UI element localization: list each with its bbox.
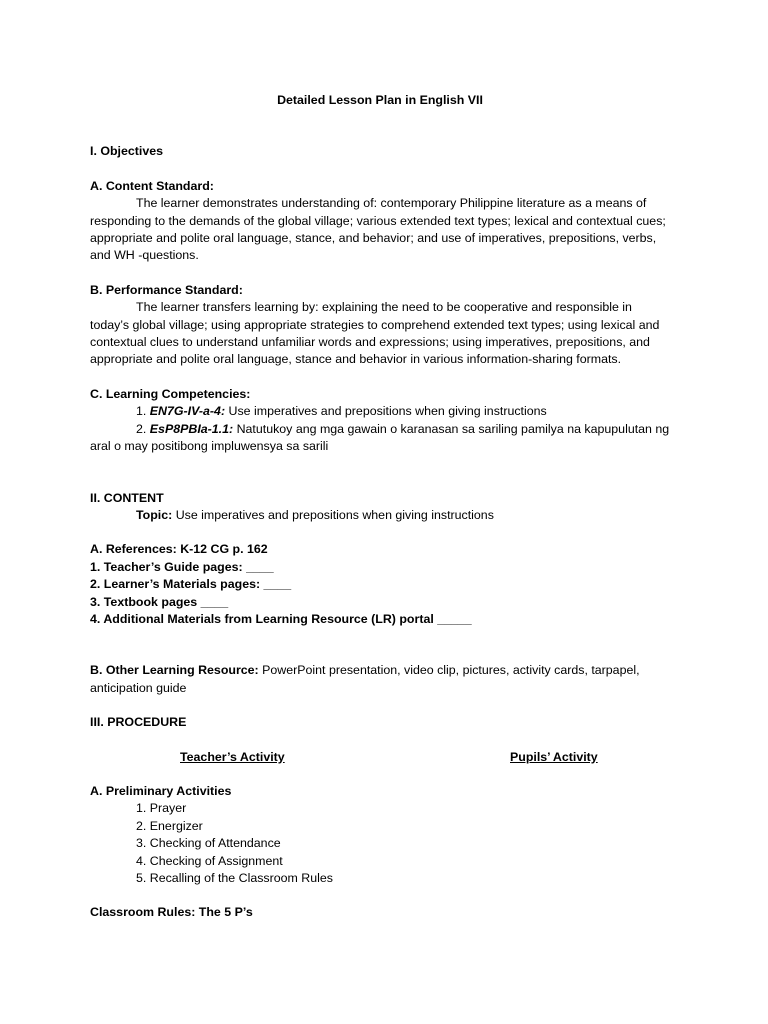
- preliminary-item: 2. Energizer: [136, 818, 203, 833]
- content-standard-text: The learner demonstrates understanding of: contemporary Philippine literature as a means of responding to the demands of the global village; various extended text types; lexical and contextual cues; appropriate and polite oral language, stance, and behavior; and use of imperatives, prepositions, verbs, and WH -questions.: [90, 196, 666, 263]
- preliminary-item: 1. Prayer: [136, 801, 187, 816]
- competency-item: [90, 421, 670, 456]
- competency-number: 1.: [136, 404, 147, 419]
- competency-text: Use imperatives and prepositions when giving instructions: [228, 404, 547, 419]
- procedure-heading: III. PROCEDURE: [90, 715, 187, 730]
- performance-standard-heading: B. Performance Standard:: [90, 282, 243, 297]
- competency-number: 2.: [136, 421, 147, 436]
- content-standard-heading: A. Content Standard:: [90, 178, 214, 193]
- other-resource-line: [90, 662, 670, 697]
- activity-columns: [90, 749, 670, 766]
- pupils-activity-heading: Pupils’ Activity: [510, 749, 598, 764]
- reference-item: 3. Textbook pages ____: [90, 594, 229, 609]
- learning-competencies-heading: C. Learning Competencies:: [90, 386, 251, 401]
- competency-code: EsP8PBIa-1.1:: [149, 421, 234, 436]
- other-resource-label: B. Other Learning Resource:: [90, 663, 259, 678]
- competency-item: [90, 403, 670, 420]
- preliminary-item: 3. Checking of Attendance: [136, 836, 281, 851]
- content-heading: II. CONTENT: [90, 490, 164, 505]
- document-page: [90, 92, 670, 922]
- objectives-heading: I. Objectives: [90, 144, 164, 159]
- topic-label: Topic:: [136, 507, 173, 522]
- preliminary-item: 5. Recalling of the Classroom Rules: [136, 871, 333, 885]
- document-title: Detailed Lesson Plan in English VII: [277, 93, 483, 107]
- preliminary-item: 4. Checking of Assignment: [136, 853, 283, 868]
- topic-text: Use imperatives and prepositions when giving instructions: [175, 507, 494, 522]
- teacher-activity-heading: Teacher’s Activity: [180, 749, 285, 764]
- reference-item: 2. Learner’s Materials pages: ____: [90, 577, 292, 592]
- reference-item: 1. Teacher’s Guide pages: ____: [90, 559, 274, 574]
- reference-item: 4. Additional Materials from Learning Resource (LR) portal _____: [90, 611, 472, 626]
- competency-text: Natutukoy ang mga gawain o karanasan sa sariling pamilya na kapupulutan ng aral o may positibong impluwensya sa sarili: [90, 421, 670, 454]
- preliminary-heading: A. Preliminary Activities: [90, 783, 232, 798]
- topic-line: [90, 507, 670, 524]
- other-resource-text: PowerPoint presentation, video clip, pictures, activity cards, tarpapel, anticipation guide: [90, 663, 640, 695]
- competency-code: EN7G-IV-a-4:: [149, 404, 226, 419]
- references-line: A. References: K-12 CG p. 162: [90, 542, 268, 557]
- performance-standard-text: The learner transfers learning by: explaining the need to be cooperative and responsible in today’s global village; using appropriate strategies to comprehend extended text types; using lexical and contextual clues to understand unfamiliar words and expressions; using imperatives, prepositions, and appropriate and polite oral language, stance and behavior in various information-sharing formats.: [90, 300, 660, 367]
- classroom-rules-heading: Classroom Rules: The 5 P’s: [90, 905, 253, 920]
